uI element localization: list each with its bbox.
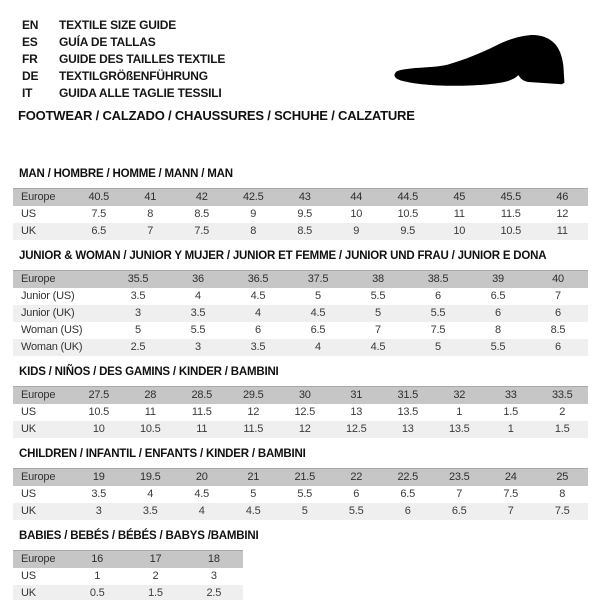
size-cell: 4.5 bbox=[228, 503, 280, 520]
size-cell: 7.5 bbox=[73, 206, 125, 223]
size-cell: 4.5 bbox=[348, 339, 408, 356]
size-cell: 5.5 bbox=[331, 503, 383, 520]
size-cell: 6 bbox=[382, 503, 434, 520]
row-label: UK bbox=[13, 585, 68, 600]
table-row bbox=[13, 469, 588, 487]
size-section-children bbox=[13, 448, 588, 520]
size-cell: 5 bbox=[288, 288, 348, 305]
size-cell: 4.5 bbox=[288, 305, 348, 322]
size-cell: 5 bbox=[348, 305, 408, 322]
size-cell: 16 bbox=[68, 551, 126, 569]
size-cell: 8 bbox=[537, 486, 589, 503]
size-cell: 10 bbox=[434, 223, 486, 240]
size-cell: 3.5 bbox=[228, 339, 288, 356]
language-title: TEXTILE SIZE GUIDE bbox=[59, 17, 177, 32]
table-row bbox=[13, 322, 588, 339]
size-cell: 2 bbox=[537, 404, 589, 421]
size-cell: 1 bbox=[434, 404, 486, 421]
size-cell: 9.5 bbox=[279, 206, 331, 223]
table-row bbox=[13, 568, 243, 585]
size-cell: 1.5 bbox=[485, 404, 537, 421]
table-row bbox=[13, 305, 588, 322]
size-cell: 43 bbox=[279, 189, 331, 207]
size-cell: 44 bbox=[331, 189, 383, 207]
language-title: GUIDE DES TAILLES TEXTILE bbox=[59, 51, 226, 66]
size-cell: 6.5 bbox=[382, 486, 434, 503]
size-cell: 3 bbox=[168, 339, 228, 356]
size-cell: 44.5 bbox=[382, 189, 434, 207]
row-label: Europe bbox=[13, 469, 73, 487]
size-cell: 45 bbox=[434, 189, 486, 207]
language-code: ES bbox=[22, 34, 38, 49]
size-cell: 6 bbox=[528, 305, 588, 322]
row-label: Junior (US) bbox=[13, 288, 108, 305]
size-cell: 8 bbox=[125, 206, 177, 223]
row-label: US bbox=[13, 486, 73, 503]
size-cell: 10 bbox=[331, 206, 383, 223]
size-cell: 11 bbox=[537, 223, 589, 240]
size-cell: 11.5 bbox=[485, 206, 537, 223]
size-cell: 7.5 bbox=[176, 223, 228, 240]
size-cell: 42 bbox=[176, 189, 228, 207]
size-cell: 5.5 bbox=[348, 288, 408, 305]
size-cell: 31 bbox=[331, 387, 383, 405]
size-cell: 22 bbox=[331, 469, 383, 487]
size-cell: 10.5 bbox=[382, 206, 434, 223]
size-cell: 46 bbox=[537, 189, 589, 207]
language-row-de bbox=[22, 67, 225, 84]
size-cell: 37.5 bbox=[288, 271, 348, 289]
section-title-man: MAN / HOMBRE / HOMME / MANN / MAN bbox=[19, 168, 233, 180]
size-cell: 21.5 bbox=[279, 469, 331, 487]
language-code: IT bbox=[22, 85, 33, 100]
language-title: GUÍA DE TALLAS bbox=[59, 34, 156, 49]
size-cell: 13 bbox=[331, 404, 383, 421]
size-cell: 36 bbox=[168, 271, 228, 289]
size-table-man bbox=[13, 188, 588, 240]
table-row bbox=[13, 223, 588, 240]
size-cell: 5.5 bbox=[408, 305, 468, 322]
size-cell: 4 bbox=[125, 486, 177, 503]
table-row bbox=[13, 189, 588, 207]
table-row bbox=[13, 404, 588, 421]
row-label: US bbox=[13, 404, 73, 421]
size-cell: 3.5 bbox=[125, 503, 177, 520]
row-label: US bbox=[13, 206, 73, 223]
size-cell: 24 bbox=[485, 469, 537, 487]
size-cell: 30 bbox=[279, 387, 331, 405]
size-section-kids bbox=[13, 366, 588, 438]
row-label: US bbox=[13, 568, 68, 585]
size-cell: 7.5 bbox=[408, 322, 468, 339]
size-cell: 13.5 bbox=[434, 421, 486, 438]
size-cell: 2.5 bbox=[108, 339, 168, 356]
row-label: Europe bbox=[13, 551, 68, 569]
size-cell: 7.5 bbox=[537, 503, 589, 520]
size-cell: 33.5 bbox=[537, 387, 589, 405]
size-cell: 5 bbox=[408, 339, 468, 356]
size-cell: 4.5 bbox=[176, 486, 228, 503]
size-cell: 4 bbox=[228, 305, 288, 322]
size-cell: 3.5 bbox=[108, 288, 168, 305]
size-cell: 7 bbox=[348, 322, 408, 339]
size-cell: 40 bbox=[528, 271, 588, 289]
size-cell: 13.5 bbox=[382, 404, 434, 421]
section-title-junior-woman: JUNIOR & WOMAN / JUNIOR Y MUJER / JUNIOR ET FEMME / JUNIOR UND FRAU / JUNIOR E DONA bbox=[19, 250, 547, 262]
size-cell: 20 bbox=[176, 469, 228, 487]
size-cell: 11.5 bbox=[176, 404, 228, 421]
size-table-kids bbox=[13, 386, 588, 438]
size-cell: 38 bbox=[348, 271, 408, 289]
size-cell: 7 bbox=[528, 288, 588, 305]
size-cell: 32 bbox=[434, 387, 486, 405]
size-cell: 2.5 bbox=[185, 585, 243, 600]
size-cell: 5.5 bbox=[468, 339, 528, 356]
language-code: EN bbox=[22, 17, 39, 32]
size-cell: 7 bbox=[485, 503, 537, 520]
size-cell: 9 bbox=[228, 206, 280, 223]
language-title: TEXTILGRÖßENFÜHRUNG bbox=[59, 68, 208, 83]
size-cell: 11 bbox=[434, 206, 486, 223]
size-cell: 3.5 bbox=[73, 486, 125, 503]
size-cell: 12 bbox=[228, 404, 280, 421]
shoe-icon bbox=[392, 32, 572, 94]
size-cell: 1 bbox=[485, 421, 537, 438]
size-cell: 19 bbox=[73, 469, 125, 487]
size-cell: 8 bbox=[228, 223, 280, 240]
size-cell: 3.5 bbox=[168, 305, 228, 322]
row-label: UK bbox=[13, 421, 73, 438]
size-cell: 11 bbox=[176, 421, 228, 438]
size-cell: 33 bbox=[485, 387, 537, 405]
size-cell: 4.5 bbox=[228, 288, 288, 305]
size-cell: 2 bbox=[126, 568, 184, 585]
size-cell: 36.5 bbox=[228, 271, 288, 289]
language-row-es bbox=[22, 33, 225, 50]
size-cell: 31.5 bbox=[382, 387, 434, 405]
size-cell: 0.5 bbox=[68, 585, 126, 600]
size-cell: 1.5 bbox=[537, 421, 589, 438]
size-cell: 6.5 bbox=[468, 288, 528, 305]
size-cell: 4 bbox=[288, 339, 348, 356]
table-row bbox=[13, 339, 588, 356]
size-cell: 10.5 bbox=[485, 223, 537, 240]
table-row bbox=[13, 206, 588, 223]
row-label: Woman (US) bbox=[13, 322, 108, 339]
size-cell: 21 bbox=[228, 469, 280, 487]
size-cell: 3 bbox=[185, 568, 243, 585]
size-cell: 7.5 bbox=[485, 486, 537, 503]
size-cell: 7 bbox=[434, 486, 486, 503]
size-cell: 4 bbox=[168, 288, 228, 305]
size-cell: 13 bbox=[382, 421, 434, 438]
size-cell: 8.5 bbox=[176, 206, 228, 223]
size-cell: 6.5 bbox=[73, 223, 125, 240]
size-cell: 22.5 bbox=[382, 469, 434, 487]
size-cell: 5 bbox=[108, 322, 168, 339]
table-row bbox=[13, 486, 588, 503]
size-cell: 9.5 bbox=[382, 223, 434, 240]
size-cell: 23.5 bbox=[434, 469, 486, 487]
size-cell: 6.5 bbox=[288, 322, 348, 339]
table-row bbox=[13, 271, 588, 289]
size-cell: 6 bbox=[331, 486, 383, 503]
row-label: UK bbox=[13, 223, 73, 240]
size-cell: 28 bbox=[125, 387, 177, 405]
size-table-children bbox=[13, 468, 588, 520]
size-cell: 5 bbox=[228, 486, 280, 503]
size-cell: 29.5 bbox=[228, 387, 280, 405]
language-row-en bbox=[22, 16, 225, 33]
size-cell: 18 bbox=[185, 551, 243, 569]
size-cell: 8 bbox=[468, 322, 528, 339]
size-table-babies bbox=[13, 550, 243, 600]
size-cell: 8.5 bbox=[528, 322, 588, 339]
size-cell: 11.5 bbox=[228, 421, 280, 438]
row-label: Europe bbox=[13, 387, 73, 405]
size-cell: 12 bbox=[537, 206, 589, 223]
section-title-kids: KIDS / NIÑOS / DES GAMINS / KINDER / BAMBINI bbox=[19, 366, 279, 378]
language-row-fr bbox=[22, 50, 225, 67]
table-row bbox=[13, 503, 588, 520]
language-code: DE bbox=[22, 68, 39, 83]
size-cell: 28.5 bbox=[176, 387, 228, 405]
section-title-babies: BABIES / BEBÉS / BÉBÉS / BABYS /BAMBINI bbox=[19, 530, 259, 542]
size-cell: 12.5 bbox=[279, 404, 331, 421]
size-cell: 17 bbox=[126, 551, 184, 569]
size-cell: 5 bbox=[279, 503, 331, 520]
size-cell: 19.5 bbox=[125, 469, 177, 487]
size-cell: 27.5 bbox=[73, 387, 125, 405]
size-cell: 5.5 bbox=[279, 486, 331, 503]
size-cell: 3 bbox=[73, 503, 125, 520]
size-cell: 42.5 bbox=[228, 189, 280, 207]
size-tables bbox=[13, 168, 588, 600]
size-cell: 12 bbox=[279, 421, 331, 438]
size-cell: 41 bbox=[125, 189, 177, 207]
size-cell: 4 bbox=[176, 503, 228, 520]
table-row bbox=[13, 421, 588, 438]
size-table-junior-woman bbox=[13, 270, 588, 356]
size-cell: 6 bbox=[528, 339, 588, 356]
row-label: UK bbox=[13, 503, 73, 520]
size-cell: 5.5 bbox=[168, 322, 228, 339]
language-legend bbox=[22, 16, 225, 101]
size-cell: 8.5 bbox=[279, 223, 331, 240]
size-cell: 10 bbox=[73, 421, 125, 438]
language-title: GUIDA ALLE TAGLIE TESSILI bbox=[59, 85, 222, 100]
size-cell: 6.5 bbox=[434, 503, 486, 520]
section-title-children: CHILDREN / INFANTIL / ENFANTS / KINDER / BAMBINI bbox=[19, 448, 306, 460]
size-cell: 40.5 bbox=[73, 189, 125, 207]
size-cell: 6 bbox=[408, 288, 468, 305]
size-cell: 35.5 bbox=[108, 271, 168, 289]
row-label: Junior (UK) bbox=[13, 305, 108, 322]
size-cell: 9 bbox=[331, 223, 383, 240]
language-code: FR bbox=[22, 51, 38, 66]
size-cell: 38.5 bbox=[408, 271, 468, 289]
size-cell: 6 bbox=[468, 305, 528, 322]
table-row bbox=[13, 585, 243, 600]
size-cell: 3 bbox=[108, 305, 168, 322]
row-label: Europe bbox=[13, 189, 73, 207]
size-cell: 7 bbox=[125, 223, 177, 240]
size-cell: 12.5 bbox=[331, 421, 383, 438]
size-cell: 10.5 bbox=[73, 404, 125, 421]
table-row bbox=[13, 551, 243, 569]
size-section-man bbox=[13, 168, 588, 240]
size-cell: 11 bbox=[125, 404, 177, 421]
size-cell: 1 bbox=[68, 568, 126, 585]
size-cell: 6 bbox=[228, 322, 288, 339]
size-cell: 1.5 bbox=[126, 585, 184, 600]
category-heading: FOOTWEAR / CALZADO / CHAUSSURES / SCHUHE / CALZATURE bbox=[18, 108, 415, 123]
size-cell: 39 bbox=[468, 271, 528, 289]
size-section-babies bbox=[13, 530, 588, 600]
size-section-junior-woman bbox=[13, 250, 588, 356]
row-label: Woman (UK) bbox=[13, 339, 108, 356]
size-cell: 25 bbox=[537, 469, 589, 487]
language-row-it bbox=[22, 84, 225, 101]
table-row bbox=[13, 288, 588, 305]
table-row bbox=[13, 387, 588, 405]
row-label: Europe bbox=[13, 271, 108, 289]
size-cell: 45.5 bbox=[485, 189, 537, 207]
size-cell: 10.5 bbox=[125, 421, 177, 438]
